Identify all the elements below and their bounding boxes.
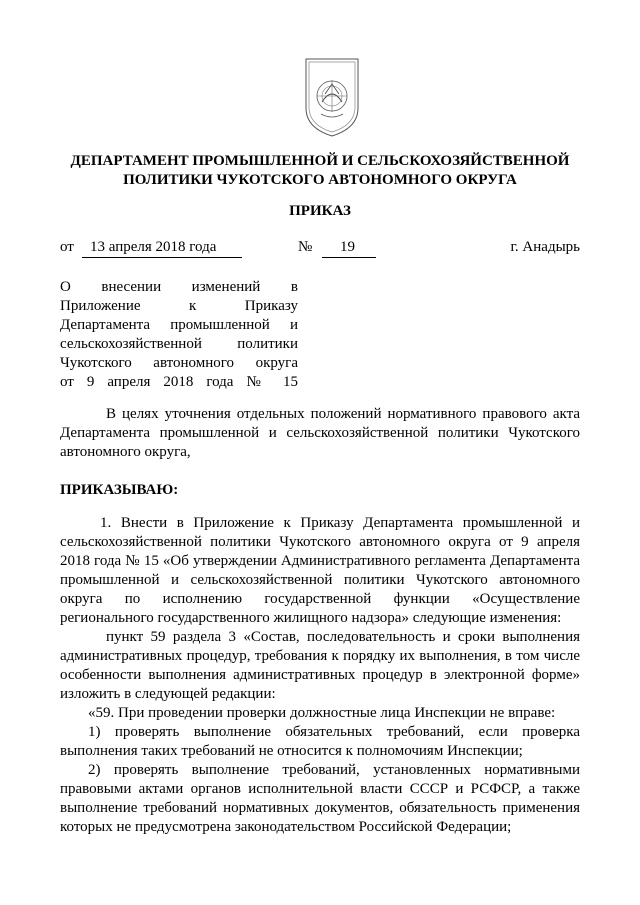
subject-line	[60, 297, 298, 316]
order-subject	[60, 278, 298, 392]
subject-word: сельскохозяйственной	[60, 336, 202, 352]
order-title: ПРИКАЗ	[289, 203, 351, 219]
subject-last-line: от 9 апреля 2018 года № 15	[60, 374, 298, 390]
subject-word: автономного	[153, 355, 235, 371]
subject-word: изменений	[191, 279, 261, 295]
subject-line	[60, 316, 298, 335]
subject-word: Департамента	[60, 317, 151, 333]
paragraph-3: «59. При проведении проверки должностные лица Инспекции не вправе:	[88, 705, 556, 721]
from-label: от	[60, 239, 74, 255]
subject-line	[60, 354, 298, 373]
subject-word: промышленной	[170, 317, 270, 333]
subject-word: в	[290, 279, 298, 295]
subject-word: округа	[255, 355, 298, 371]
heading-line-2: ПОЛИТИКИ ЧУКОТСКОГО АВТОНОМНОГО ОКРУГА	[123, 172, 517, 188]
order-number: 19	[322, 238, 376, 258]
department-heading	[60, 152, 580, 190]
subject-word: внесении	[101, 279, 162, 295]
paragraph-5: 2) проверять выполнение требований, установленных нормативными правовыми актами органов исполнительной власти СССР и РСФСР, а также выполнение требований нормативных документов, обязательность применения которых не предусмотрена законодательством Российской Федерации;	[60, 762, 580, 835]
order-date: 13 апреля 2018 года	[82, 238, 242, 258]
order-meta	[60, 238, 580, 260]
subject-word: Приложение	[60, 298, 141, 314]
subject-word: и	[289, 317, 298, 333]
order-word: ПРИКАЗЫВАЮ:	[60, 482, 179, 498]
paragraph-4: 1) проверять выполнение обязательных требований, если проверка выполнения таких требований не относится к полномочиям Инспекции;	[60, 724, 580, 759]
coat-of-arms-emblem-icon	[303, 56, 361, 138]
heading-line-1: ДЕПАРТАМЕНТ ПРОМЫШЛЕННОЙ И СЕЛЬСКОХОЗЯЙСТВЕННОЙ	[70, 153, 570, 169]
number-label: №	[298, 239, 313, 255]
paragraph-1: 1. Внести в Приложение к Приказу Департамента промышленной и сельскохозяйственной политики Чукотского автономного округа от 9 апреля 2018 года № 15 «Об утверждении Административного регламента Департамента промышленной и сельскохозяйственной политики Чукотского автономного округа по исполнению государственной функции «Осуществление регионального государственного жилищного надзора» следующие изменения:	[60, 515, 580, 626]
paragraph-2: пункт 59 раздела 3 «Состав, последовательность и сроки выполнения административных процедур, требования к порядку их выполнения, в том числе особенности выполнения административных процедур в электронной форме» изложить в следующей редакции:	[60, 629, 580, 702]
preamble: В целях уточнения отдельных положений нормативного правового акта Департамента промышленной и сельскохозяйственной политики Чукотского автономного округа,	[60, 406, 580, 460]
subject-line	[60, 335, 298, 354]
subject-word: О	[60, 279, 71, 295]
order-body	[60, 514, 580, 837]
subject-word: политики	[237, 336, 298, 352]
subject-line	[60, 278, 298, 297]
city: г. Анадырь	[510, 239, 580, 255]
subject-word: к	[189, 298, 197, 314]
subject-word: Приказу	[244, 298, 298, 314]
subject-word: Чукотского	[60, 355, 132, 371]
